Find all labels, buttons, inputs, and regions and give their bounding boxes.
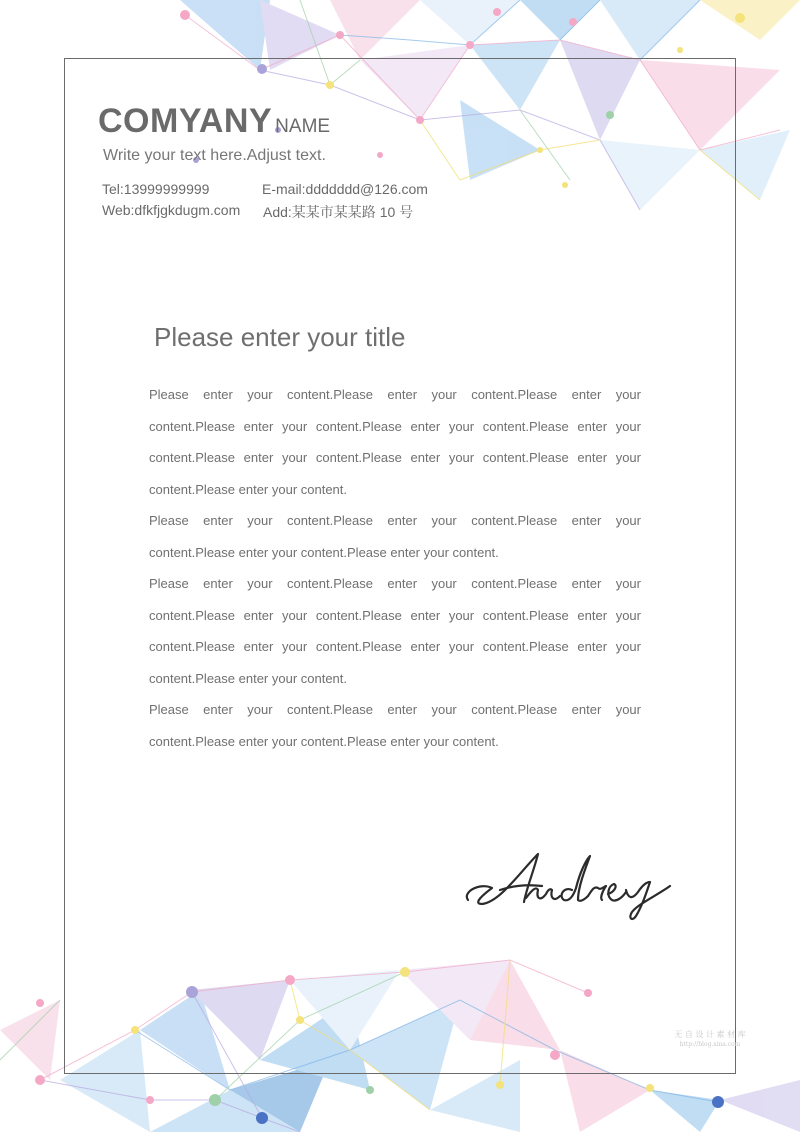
company-name-suffix: NAME bbox=[275, 116, 331, 137]
company-name bbox=[98, 102, 330, 141]
document-title: Please enter your title bbox=[154, 322, 406, 352]
body-paragraph: Please enter your content.Please enter your content.Please enter your content.Please enter your content.Please enter your content. bbox=[149, 702, 641, 749]
body-paragraph: Please enter your content.Please enter your content.Please enter your content.Please enter your content.Please enter your content.Please enter your content.Please enter your content.Please enter your content.Please enter your content.Please enter your content. bbox=[149, 576, 641, 686]
watermark bbox=[640, 1030, 780, 1050]
body-paragraph: Please enter your content.Please enter your content.Please enter your content.Please enter your content.Please enter your content. bbox=[149, 513, 641, 560]
contact-address: Add:某某市某某路 10 号 bbox=[263, 204, 414, 220]
signature-image bbox=[460, 842, 680, 932]
body-paragraph: Please enter your content.Please enter your content.Please enter your content.Please enter your content.Please enter your content.Please enter your content.Please enter your content.Please enter your content.Please enter your content.Please enter your content. bbox=[149, 387, 641, 497]
company-name-main: COMYANY bbox=[98, 102, 273, 140]
watermark-line-2: http://blog.sina.com bbox=[679, 1041, 741, 1048]
contact-email: E-mail:ddddddd@126.com bbox=[262, 181, 428, 197]
document-body bbox=[149, 379, 641, 757]
contact-tel: Tel:13999999999 bbox=[102, 181, 210, 197]
contact-web: Web:dfkfjgkdugm.com bbox=[102, 202, 241, 218]
company-tagline: Write your text here.Adjust text. bbox=[103, 147, 326, 164]
watermark-line-1: 无 自 设 计 素 材 库 bbox=[674, 1030, 746, 1039]
